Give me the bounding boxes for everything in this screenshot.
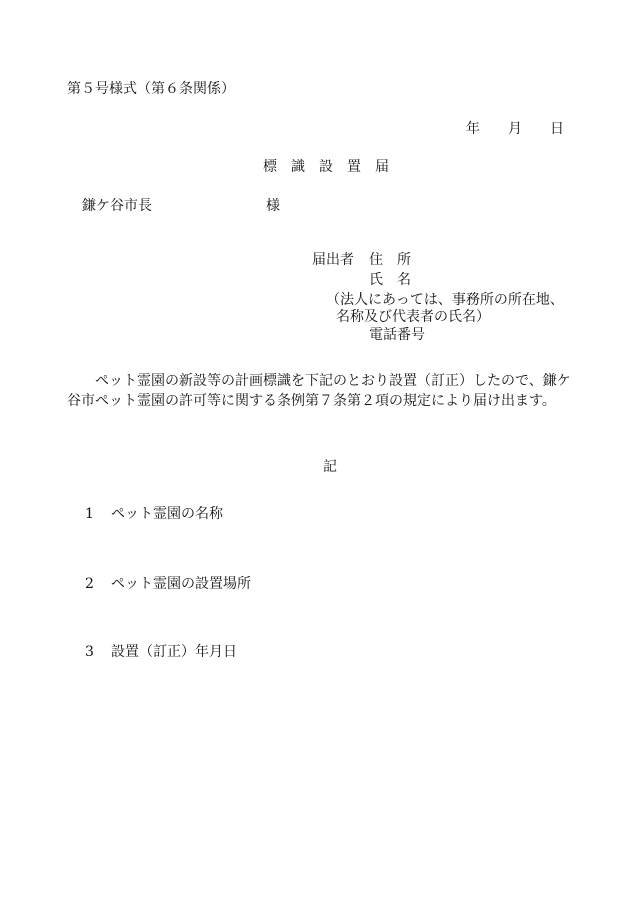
phone-label: 電話番号: [369, 327, 425, 343]
form-number: 第５号様式（第６条関係）: [67, 81, 235, 97]
name-label: 氏 名: [369, 272, 411, 288]
item-3-number: 3: [85, 644, 94, 660]
corporation-note-line1: （法人にあっては、事務所の所在地、: [326, 292, 564, 308]
item-2-number: 2: [85, 576, 94, 592]
document-title: 標 識 設 置 届: [263, 159, 389, 175]
corporation-note-line2: 名称及び代表者の氏名）: [336, 309, 490, 325]
date-line: 年 月 日: [466, 121, 564, 137]
item-3-label: 設置（訂正）年月日: [111, 644, 237, 660]
reporter-label: 届出者: [312, 252, 354, 268]
ki-heading: 記: [323, 459, 337, 475]
item-2-label: ペット霊園の設置場所: [111, 576, 251, 592]
address-label: 住 所: [369, 252, 411, 268]
notification-body: ペット霊園の新設等の計画標識を下記のとおり設置（訂正）したので、鎌ケ谷市ペット霊園の許可等に関する条例第７条第２項の規定により届け出ます。: [67, 373, 571, 409]
item-1-number: 1: [85, 506, 94, 522]
addressee-honorific: 様: [266, 198, 280, 214]
item-1-label: ペット霊園の名称: [111, 506, 223, 522]
addressee-name: 鎌ケ谷市長: [82, 198, 152, 214]
